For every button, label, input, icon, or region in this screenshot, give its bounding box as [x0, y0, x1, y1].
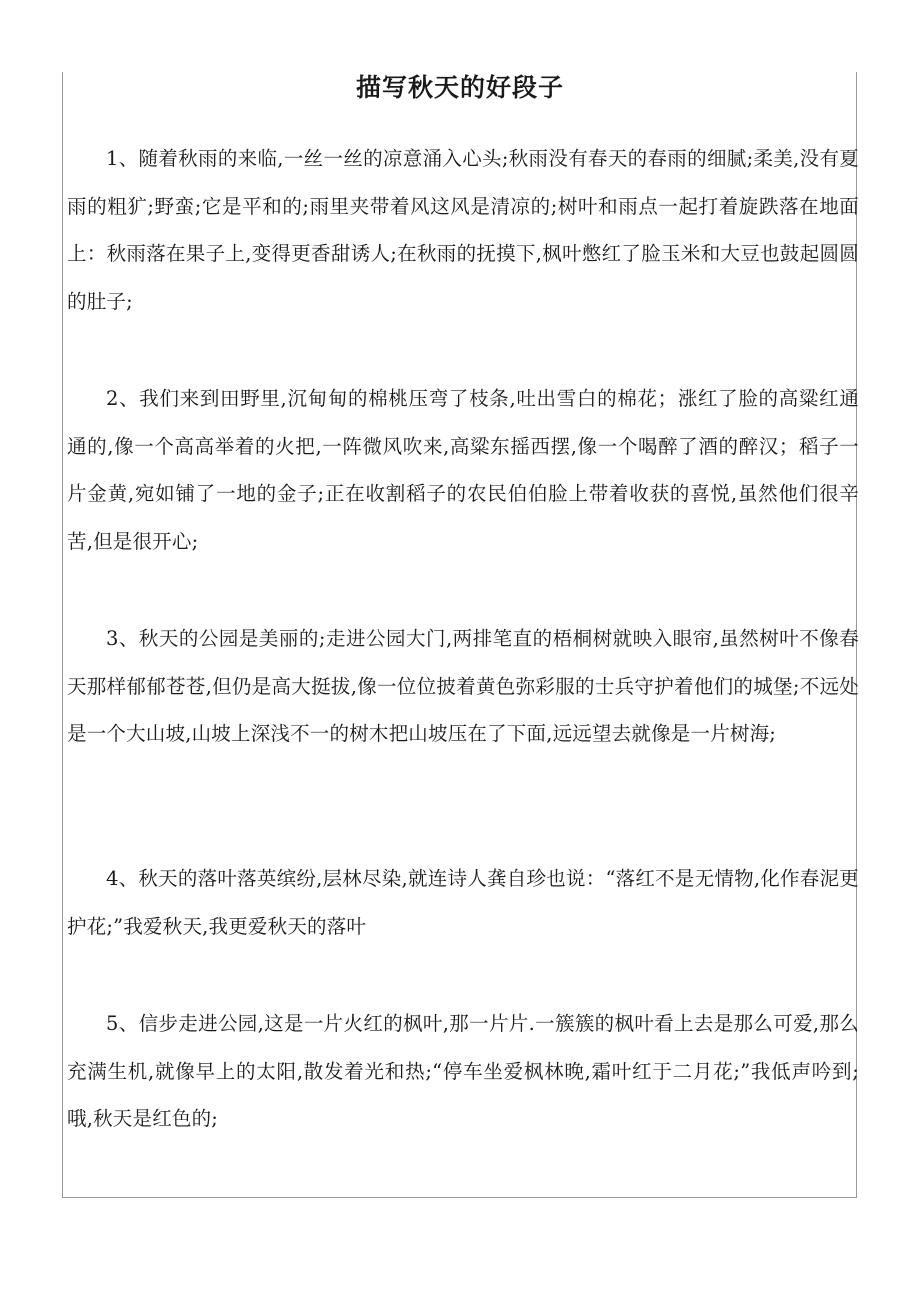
paragraph-1: 1、随着秋雨的来临,一丝一丝的凉意涌入心头;秋雨没有春天的春雨的细腻;柔美,没有夏雨的粗犷;野蛮;它是平和的;雨里夹带着风这风是清凉的;树叶和雨点一起打着旋跌落在地面上：秋雨落在果子上,变得更香甜诱人;在秋雨的抚摸下,枫叶憋红了脸玉米和大豆也鼓起圆圆的肚子; — [67, 147, 859, 313]
paragraph-3: 3、秋天的公园是美丽的;走进公园大门,两排笔直的梧桐树就映入眼帘,虽然树叶不像春天那样郁郁苍苍,但仍是高大挺拔,像一位位披着黄色弥彩服的士兵守护着他们的城堡;不远处是一个大山坡,山坡上深浅不一的树木把山坡压在了下面,远远望去就像是一片树海; — [67, 627, 859, 745]
paragraph-2: 2、我们来到田野里,沉甸甸的棉桃压弯了枝条,吐出雪白的棉花；涨红了脸的高粱红通通的,像一个高高举着的火把,一阵微风吹来,高粱东摇西摆,像一个喝醉了酒的醉汉；稻子一片金黄,宛如铺了一地的金子;正在收割稻子的农民伯伯脸上带着收获的喜悦,虽然他们很辛苦,但是很开心; — [67, 387, 859, 553]
page-title: 描写秋天的好段子 — [355, 73, 564, 102]
paragraph-5: 5、信步走进公园,这是一片火红的枫叶,那一片片.一簇簇的枫叶看上去是那么可爱,那么充满生机,就像早上的太阳,散发着光和热;“停车坐爱枫林晚,霜叶红于二月花;”我低声吟到;哦,秋天是红色的; — [67, 1012, 859, 1130]
paragraph-4: 4、秋天的落叶落英缤纷,层林尽染,就连诗人龚自珍也说：“落红不是无情物,化作春泥更护花;”我爱秋天,我更爱秋天的落叶 — [67, 867, 859, 938]
